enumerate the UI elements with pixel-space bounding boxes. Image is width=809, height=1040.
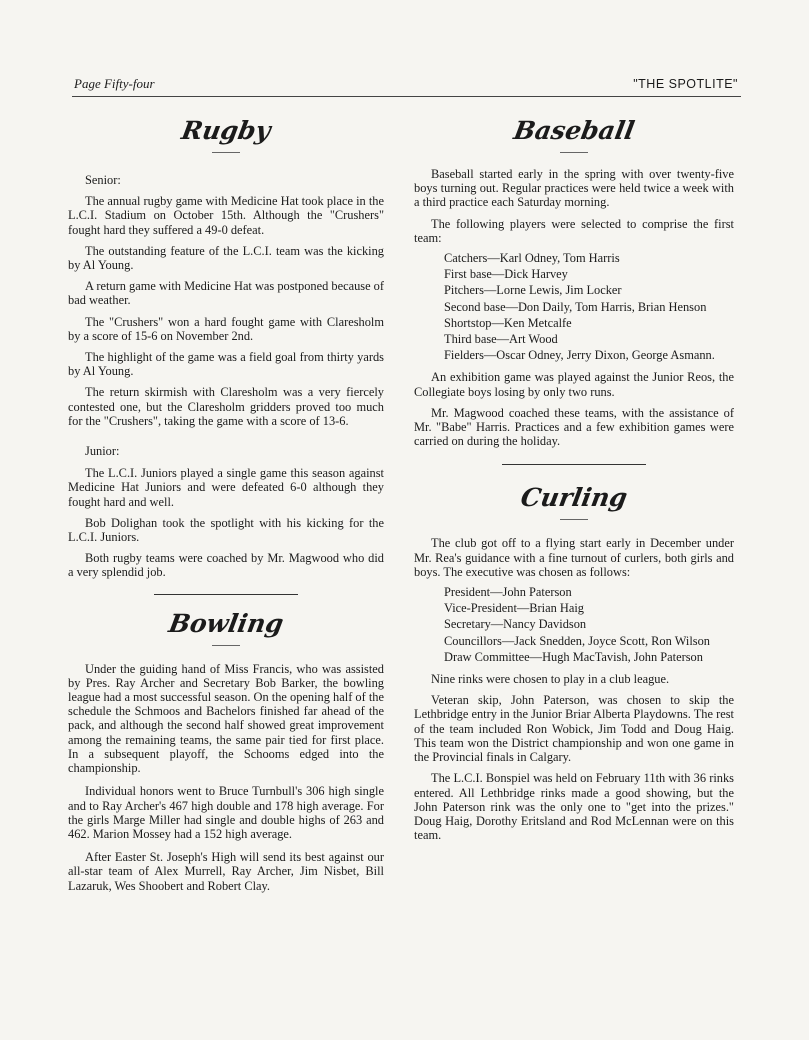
bowling-paragraph: Individual honors went to Bruce Turnbull's 306 high single and to Ray Archer's 467 high double and 178 high average. For the girls Marge Miller had single and double highs of 263 and 462. Marion Mossey had a 152 high average. <box>68 784 384 841</box>
rugby-title: Rugby <box>179 116 273 145</box>
baseball-paragraph: Mr. Magwood coached these teams, with the assistance of Mr. "Babe" Harris. Practices and a few exhibition games were carried on during the holiday. <box>414 405 734 449</box>
rugby-paragraph: The "Crushers" won a hard fought game with Claresholm by a score of 15-6 on November 2nd. <box>68 314 384 343</box>
bowling-paragraph: After Easter St. Joseph's High will send its best against our all-star team of Alex Murrell, Ray Archer, Jim Nisbet, Bill Lazaruk, Wes Shoobert and Robert Clay. <box>68 850 384 893</box>
curling-paragraph: The L.C.I. Bonspiel was held on February 11th with 36 rinks entered. All Lethbridge rinks made a good showing, but the John Paterson rink was the only one to "get into the prizes." Doug Haig, Dorothy Eritsland and Rod McLennan were on this team. <box>414 771 734 843</box>
header-rule <box>72 96 741 97</box>
rugby-title-rule <box>212 152 240 153</box>
executive-entry: Secretary—Nancy Davidson <box>444 617 587 632</box>
rugby-paragraph: The highlight of the game was a field goal from thirty yards by Al Young. <box>68 350 384 379</box>
roster-entry: Pitchers—Lorne Lewis, Jim Locker <box>444 283 622 298</box>
rugby-senior-label: Senior: <box>85 173 121 187</box>
page-number: Page Fifty-four <box>74 76 155 91</box>
curling-paragraph: Veteran skip, John Paterson, was chosen to skip the Lethbridge entry in the Junior Briar Alberta Playdowns. The rest of the team included Ron Wobick, Jim Todd and Doug Haig. This team won the District championship and won one game in the Provincial finals in Calgary. <box>414 693 734 765</box>
rugby-paragraph: The L.C.I. Juniors played a single game this season against Medicine Hat Juniors and were defeated 6-0 although they fought hard and well. <box>68 466 384 509</box>
baseball-title-rule <box>560 152 588 153</box>
bowling-title-rule <box>212 645 240 646</box>
roster-entry: Second base—Don Daily, Tom Harris, Brian Henson <box>444 299 707 314</box>
rugby-paragraph: A return game with Medicine Hat was postponed because of bad weather. <box>68 279 385 308</box>
bowling-paragraph: Under the guiding hand of Miss Francis, who was assisted by Pres. Ray Archer and Secretary Bob Barker, the bowling league had a most successful season. On the opening half of the schedule the Schmoos and Bachelors finished far ahead of the pack, and although the second half showed great improvement among the remaining teams, the same pair tied for first place. In a subsequent playoff, the Schooms edged into the championship. <box>68 661 384 776</box>
roster-entry: Fielders—Oscar Odney, Jerry Dixon, George Asmann. <box>444 348 715 363</box>
left-column <box>68 108 384 900</box>
curling-paragraph: Nine rinks were chosen to play in a club league. <box>431 672 670 687</box>
curling-title-rule <box>560 519 588 520</box>
roster-entry: Third base—Art Wood <box>444 332 558 347</box>
curling-title: Curling <box>518 483 630 513</box>
baseball-roster <box>414 251 734 362</box>
executive-entry: Draw Committee—Hugh MacTavish, John Paterson <box>444 649 703 664</box>
rugby-paragraph: The outstanding feature of the L.C.I. team was the kicking by Al Young. <box>68 243 384 273</box>
right-column <box>414 108 734 849</box>
executive-entry: Vice-President—Brian Haig <box>444 601 584 616</box>
section-divider <box>154 594 298 595</box>
rugby-paragraph: The annual rugby game with Medicine Hat took place in the L.C.I. Stadium on October 15th. Although the "Crushers" fought hard they suffered a 49-0 defeat. <box>68 194 384 237</box>
rugby-paragraph: Bob Dolighan took the spotlight with his kicking for the L.C.I. Juniors. <box>68 515 384 545</box>
rugby-junior-label: Junior: <box>85 444 120 459</box>
section-divider <box>502 464 646 465</box>
rugby-paragraph: Both rugby teams were coached by Mr. Magwood who did a very splendid job. <box>68 551 384 580</box>
bowling-title: Bowling <box>166 608 286 638</box>
roster-entry: Catchers—Karl Odney, Tom Harris <box>444 251 620 266</box>
roster-entry: Shortstop—Ken Metcalfe <box>444 315 572 330</box>
baseball-paragraph: The following players were selected to comprise the first team: <box>414 216 734 245</box>
rugby-paragraph: The return skirmish with Claresholm was a very fiercely contested one, but the Claresholm gridders proved too much for the "Crushers", taking the game with a score of 13-6. <box>68 385 384 428</box>
curling-executive <box>414 585 734 664</box>
baseball-paragraph: An exhibition game was played against the Junior Reos, the Collegiate boys losing by only two runs. <box>414 370 734 399</box>
magazine-title: "THE SPOTLITE" <box>633 77 738 91</box>
curling-paragraph: The club got off to a flying start early in December under Mr. Rea's guidance with a fine turnout of curlers, both girls and boys. The executive was chosen as follows: <box>414 536 734 579</box>
executive-entry: President—John Paterson <box>444 585 572 600</box>
executive-entry: Councillors—Jack Snedden, Joyce Scott, Ron Wilson <box>444 633 710 648</box>
roster-entry: First base—Dick Harvey <box>444 267 568 282</box>
baseball-title: Baseball <box>511 116 637 145</box>
baseball-paragraph: Baseball started early in the spring with over twenty-five boys turning out. Regular practices were held twice a week with a third practice each Saturday morning. <box>414 167 734 210</box>
